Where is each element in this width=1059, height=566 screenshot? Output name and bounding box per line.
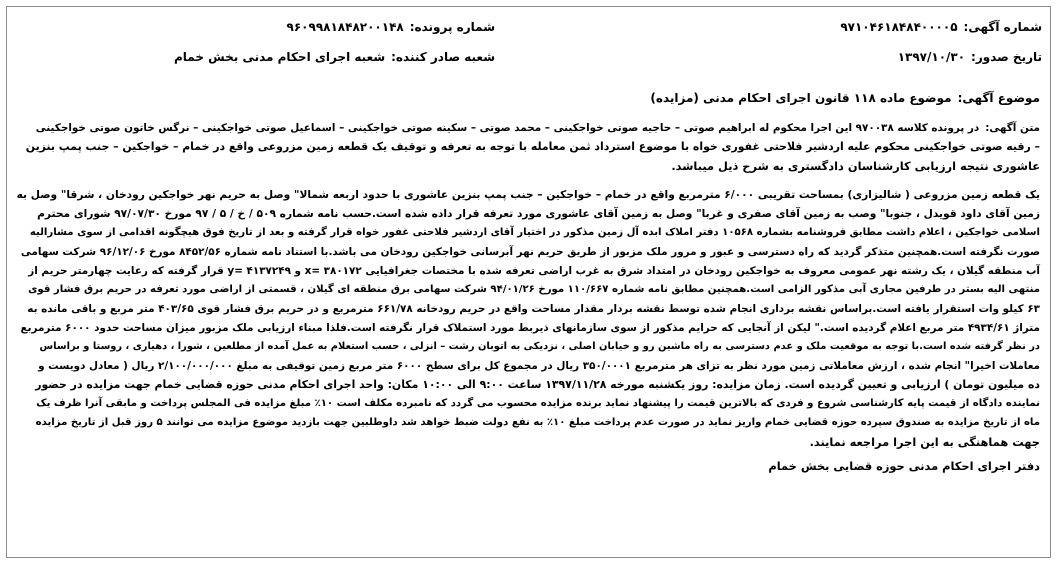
issue-date (898, 49, 1042, 65)
text-line-17: جهت هماهنگی به این اجرا مراجعه نمایند. (809, 435, 1040, 449)
text-line-8: آب منطقه گیلان ، یک رشته نهر عمومی معروف به خواجکین رودخان در امتداد شرق به غرب اراضی تعرفه شده با مختصات جغرافیایی ۳۸۰۱۷۲ =x و ۴۱۳۷۲۴۹ =y قرار گرفته که رعایت چهارمتر حریم از (28, 265, 1040, 277)
text-line-6: اسلامی خواجکین ، اعلام داشت مطابق فروشنامه بشماره ۱۰۵۶۸ دفتر املاک ابده آل زمین مذکور در اختیار آقای اردشیر فلاحتی غفور خواه قرار گرفته و بعد از تاریخ فوق هیچگونه اقدامی از سوی مشارالیه (29, 227, 1040, 238)
text-line-15: نماینده دادگاه از قیمت پایه کارشناسی شروع و فردی که بالاترین قیمت را پیشنهاد نماید برنده مزایده محسوب می گردد که نامبرده مکلف است ۱۰٪ مبلغ مزایده فی المجلس پرداخت و مابقی آنرا ظرف یک (36, 398, 1040, 409)
text-line-13: معاملات اخیرا" انجام شده ، ارزش معاملاتی زمین مورد نظر به تزای هر مترمربع ۳۵۰/۰۰۰۱ ریال در مجموع کل برای سطح ۶۰۰۰ متر مربع زمین توقیفی به مبلغ ۲/۱۰۰/۰۰۰/۰۰۰ ریال ( معادل دویست و (38, 360, 1040, 372)
text-label: متن آگهی: (985, 122, 1040, 134)
ad-number-value: ۹۷۱۰۴۶۱۸۴۸۴۰۰۰۰۵ (840, 20, 958, 34)
case-number-value: ۹۶۰۹۹۸۱۸۴۸۲۰۰۱۴۸ (286, 20, 404, 34)
ad-number-label: شماره آگهی: (963, 20, 1042, 34)
case-number-label: شماره پرونده: (409, 20, 495, 34)
text-line-1: متن آگهی:در پرونده کلاسه ۹۷۰۰۳۸ این اجرا محکوم له ابراهیم صوتی – حاجیه صوتی خواجکینی – محمد صوتی – سکینه صوتی خواجکینی – اسماعیل صوتی خواجکینی – نرگس خاتون صوتی خواجکینی (35, 122, 1040, 134)
text-line-5: زمین آقای داود قویدل ، جنوبا" وصب به زمین آقای صفری و غربا" وصل به زمین آقای عاشوری مورد تعرفه قرار داده شده است.حسب نامه شماره ۵۰۹ / خ / ۵ / ۹۷ مورخ ۹۷/۰۷/۳۰ شورای محترم (37, 207, 1040, 220)
issue-date-value: ۱۳۹۷/۱۰/۳۰ (897, 50, 966, 64)
text-line-14: ده میلیون تومان ) ارزیابی و تعیین گردیده است. زمان مزایده: روز یکشنبه مورخه ۱۳۹۷/۱۱/۲۸ ساعت ۹:۰۰ الی ۱۰:۰۰ مکان: واحد اجرای احکام مدنی حوزه قضایی خمام جهت مزایده در حضور (35, 378, 1040, 391)
text-line-16: ماه از تاریخ مزایده به صندوق سپرده حوزه قضایی خمام واریز نماید در صورت عدم پرداخت مبلغ ۱۰٪ به نفع دولت ضبط خواهد شد داوطلبین جهت بازدید موضوع مزایده می توانند ۵ روز قبل از تاریخ مزایده (35, 417, 1040, 428)
subject-value: موضوع ماده ۱۱۸ قانون اجرای احکام مدنی (مزایده) (650, 91, 952, 105)
issuing-branch (174, 49, 495, 65)
issue-date-label: تاریخ صدور: (971, 50, 1042, 64)
text-line-10: ۶۳ کیلو وات استقرار یافته است.براساس نقشه برداری انجام شده توسط نقشه بردار مقدار مساحت واقع در حریم رودخانه ۶۶۱/۷۸ مترمربع و در حریم برق فشار قوی ۴۰۳/۶۵ متر مربع و باقی مانده به (27, 303, 1040, 315)
issuing-branch-value: شعبه اجرای احکام مدنی بخش خمام (173, 50, 386, 64)
text-line-2: – رقیه صوتی خواجکینی محکوم علیه اردشیر فلاحتی غفوری خواه با موضوع استرداد ثمن معامله با توجه به تعرفه و توقیف یک قطعه زمین مزروعی واقع در خمام – خواجکین – جنب پمپ بنزین (25, 140, 1040, 153)
text-line-12: در نظر گرفته شده است.با توجه به موقعیت ملک و عدم دسترسی به راه ماشین رو و خیابان اصلی ، نزدیکی به اتوبان رشت – انزلی ، حسب استعلام به عمل آمده از مطلعین ، شورا ، دهیاری ، روستا و براساس (39, 341, 1040, 352)
signature: دفتر اجرای احکام مدنی حوزه قضایی بخش خمام (768, 459, 1040, 473)
ad-number (840, 19, 1042, 35)
document-frame (6, 6, 1051, 558)
text-line-7: صورت نگرفته است.همچنین متذکر گردید که راه دسترسی و عبور و مرور ملک مزبور از طریق حریم نهر آبرسانی خواجکین رودخان می باشد.با استناد نامه شماره ۸۴۵۲/۵۶ مورخ ۹۶/۱۲/۰۶ شرکت سهامی (20, 246, 1040, 258)
text-line-3: عاشوری نتیجه ارزیابی کارشناسان دادگستری به شرح ذیل میباشد. (671, 159, 1040, 173)
case-number (287, 19, 495, 35)
issuing-branch-label: شعبه صادر کننده: (391, 50, 495, 64)
text-line-4: یک قطعه زمین مزروعی ( شالیزاری) بمساحت تقریبی ۶/۰۰۰ مترمربع واقع در خمام – خواجکین – جنب پمپ بنزین عاشوری با حدود اربعه شمالا" وصل به حریم نهر خواجکین رودخان ، شرقا" وصل به (16, 188, 1040, 201)
subject (650, 91, 1040, 105)
text-line-11: متراژ ۴۹۳۴/۶۱ متر مربع اعلام گردیده است." لیکن از آنجایی که حرایم مذکور از سوی سازمانهای ذیربط مورد استملاک قرار نگرفته است.فلذا مبناء ارزیابی ملک مزبور میزان مساحت حدود ۶۰۰۰ مترمربع (20, 322, 1040, 334)
text-line-9: منتهی الیه بستر در طرفین مجاری آبی مذکور الزامی است.همچنین مطابق نامه شماره ۱۱۰/۶۶۷ مورخ ۹۴/۰۱/۲۶ شرکت سهامی برق منطقه ای گیلان ، قسمتی از اراضی مورد تعرفه در حریم برق فشار قوی (28, 284, 1040, 295)
subject-label: موضوع آگهی: (957, 91, 1040, 105)
